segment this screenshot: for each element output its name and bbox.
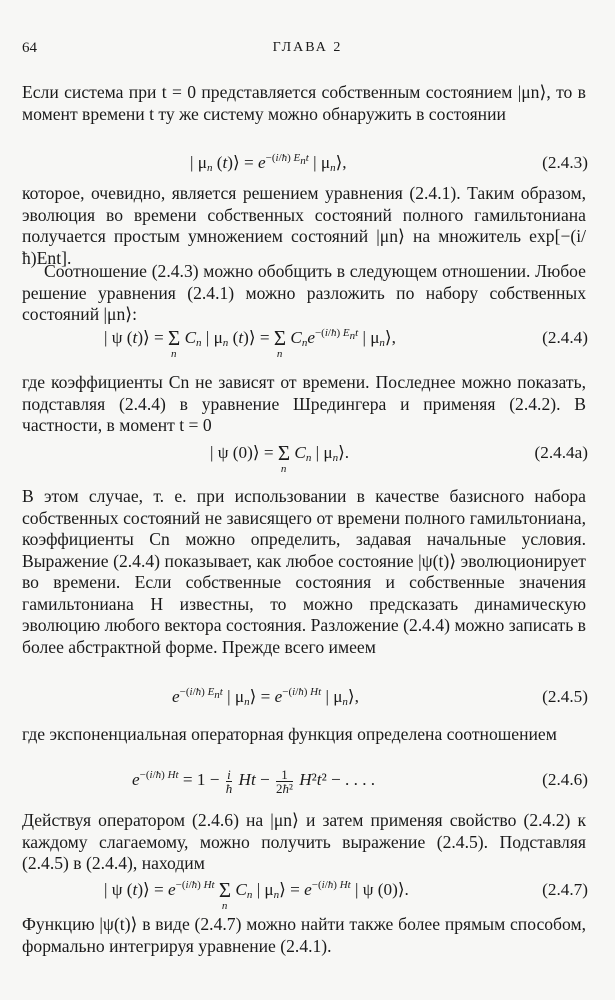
equation-2-4-4a xyxy=(22,440,588,475)
equation-2-4-4 xyxy=(22,325,588,360)
equation-number: (2.4.5) xyxy=(542,687,588,706)
equation-2-4-3-formula: | $\mu_n$ (t)⟩ = $e^{-(i/ħ) E_nt}$ | $\mu_n⟩$, xyxy=(190,152,347,174)
equation-2-4-3 xyxy=(22,150,588,176)
page-number: 64 xyxy=(22,40,37,56)
equation-number: (2.4.4a) xyxy=(534,443,588,462)
equation-number: (2.4.4) xyxy=(542,328,588,347)
paragraph-1: Если система при t = 0 представляется собственным состоянием |μn⟩, то в момент времени t ту же систему можно обнаружить в состоянии xyxy=(22,82,586,124)
paragraph-5: В этом случае, т. е. при использовании в качестве базисного набора собственных состояний не зависящего от времени полного гамильтониана, коэффициенты Cn можно определить, задавая начальные условия. Выражение (2.4.4) показывает, как любое состояние |ψ(t)⟩ эволюционирует во времени. Если собственные состояния и собственные значения гамильтониана H известны, то можно предсказать динамическую эволюцию любого вектора состояния. Разложение (2.4.4) можно записать в более абстрактной форме. Прежде всего имеем xyxy=(22,486,586,657)
equation-2-4-7-formula: | ψ (t)⟩ = $e^{-(i/ħ) Ht}$ Σ n $C_n$ | $\mu_n⟩ = e^{-(i/ħ) Ht}$ | ψ (0)⟩. xyxy=(104,878,409,912)
equation-2-4-6 xyxy=(22,766,588,796)
equation-2-4-4a-formula: | ψ (0)⟩ = Σ n $C_n$ | $\mu_n⟩$. xyxy=(210,441,350,475)
equation-2-4-5 xyxy=(22,684,588,710)
equation-2-4-5-formula: $e^{-(i/ħ) E_nt}$ | $\mu_n⟩ = e^{-(i/ħ) Ht}$ | $\mu_n⟩$, xyxy=(172,686,359,708)
running-header: ГЛАВА 2 xyxy=(272,40,343,55)
paragraph-7: Действуя оператором (2.4.6) на |μn⟩ и затем применяя свойство (2.4.2) к каждому слагаемому, можно получить выражение (2.4.5). Подставляя (2.4.5) в (2.4.4), находим xyxy=(22,810,586,873)
equation-number: (2.4.3) xyxy=(542,153,588,172)
paragraph-6: где экспоненциальная операторная функция определена соотношением xyxy=(22,724,557,744)
equation-number: (2.4.7) xyxy=(542,880,588,899)
paragraph-2: которое, очевидно, является решением уравнения (2.4.1). Таким образом, эволюция во времени собственных состояний полного гамильтониана получается простым умножением состояний |μn⟩ на множитель exp[−(i/ħ)Ent]. xyxy=(22,183,586,268)
paragraph-3: Соотношение (2.4.3) можно обобщить в следующем отношении. Любое решение уравнения (2.4.1) можно разложить по набору собственных состояний |μn⟩: xyxy=(22,261,586,324)
paragraph-4: где коэффициенты Cn не зависят от времени. Последнее можно показать, подставляя (2.4.4) в уравнение Шредингера и применяя (2.4.2). В частности, в момент t = 0 xyxy=(22,372,586,435)
equation-2-4-4-formula: | ψ (t)⟩ = Σ n $C_n$ | $\mu_n$ (t)⟩ = Σ n $C_ne^{-(i/ħ) E_nt}$ | $\mu_n⟩$, xyxy=(104,326,396,360)
equation-2-4-7 xyxy=(22,877,588,912)
equation-number: (2.4.6) xyxy=(542,770,588,789)
paragraph-8: Функцию |ψ(t)⟩ в виде (2.4.7) можно найти также более прямым способом, формально интегрируя уравнение (2.4.1). xyxy=(22,914,586,956)
equation-2-4-6-formula: $e^{-(i/ħ) Ht} = 1$ − $\frac{i}{ħ}$ Ht − $\frac{1}{\text{2ħ²}}$ H²t² − . . . . xyxy=(132,766,376,796)
